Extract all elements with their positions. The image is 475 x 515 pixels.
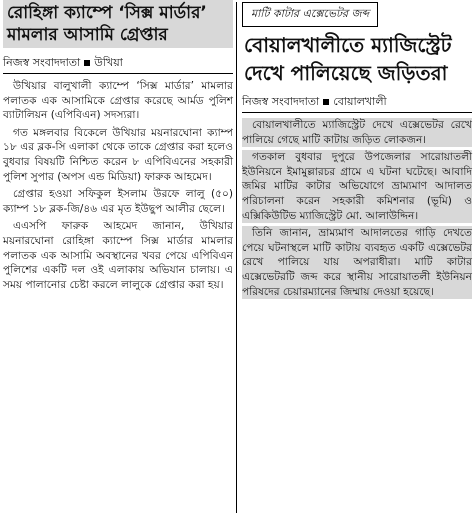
left-paragraph: গ্রেপ্তার হওয়া সফিকুল ইসলাম উরফে লালু (৫০) ক্যাম্প ১৮ ব্লক-জি/৪৬ এর মৃত ইউছুপ আলীর ছেলে। — [3, 188, 233, 215]
right-article — [242, 0, 472, 302]
left-paragraph: উখিয়ার বালুখালী ক্যাম্পে ‘সিক্স মার্ডার’ মামলার পলাতক এক আসামিকে গ্রেপ্তার করেছে আর্মড পুলিশ ব্যাটালিয়ন (এপিবিএন) সদস্যরা। — [3, 80, 233, 122]
left-paragraph: গত মঙ্গলবার বিকেলে উখিয়ার ময়নারঘোনা ক্যাম্প ১৮ এর ব্লক-সি এলাকা থেকে তাকে গ্রেপ্তার করা হলেও বুধবার বিষয়টি নিশ্চিত করেন ৮ এপিবিএনের সহকারী পুলিশ সুপার (অপস এন্ড মিডিয়া) ফারুক আহমেদ। — [3, 126, 233, 183]
square-bullet-icon — [323, 99, 329, 105]
right-byline — [242, 93, 472, 113]
right-kicker: মাটি কাটার এক্সেভেটর জব্দ — [242, 2, 378, 27]
right-headline-line2: দেখে পালিয়েছে জড়িতরা — [244, 61, 448, 85]
right-paragraph: তিনি জানান, ভ্রাম্যমাণ আদালতের গাড়ি দেখতে পেয়ে ঘটনাস্থলে মাটি কাটায় ব্যবহৃত একটি এক্সেভেটর রেখে পালিয়ে যায় অপরাধীরা। মাটি কাটার এক্সেভেটরটি জব্দ করে স্থানীয় সারোয়াতলী ইউনিয়ন পরিষদের চেয়ারম্যানের জিম্মায় দেওয়া হয়েছে। — [242, 227, 472, 298]
left-byline-author: নিজস্ব সংবাদদাতা — [3, 56, 81, 69]
left-paragraph: এএসপি ফারুক আহমেদ জানান, উখিয়ার ময়নারঘোনা রোহিঙ্গা ক্যাম্পে সিক্স মার্ডার মামলার পলাতক এক আসামি অবস্থানের খবর পেয়ে এপিবিএন পুলিশের একটি দল ওই এলাকায় অভিযান চালায়। এ সময় পালানোর চেষ্টা করলে লালুকে গ্রেপ্তার করা হয়। — [3, 220, 233, 291]
right-headline-line1: বোয়ালখালীতে ম্যাজিস্ট্রেট — [244, 33, 452, 57]
left-byline — [3, 54, 233, 74]
left-headline-line1: রোহিঙ্গা ক্যাম্পে ‘সিক্স মার্ডার’ — [7, 3, 207, 23]
right-byline-place: বোয়ালখালী — [333, 95, 387, 108]
left-headline — [3, 0, 233, 48]
square-bullet-icon — [84, 60, 90, 66]
right-paragraph: বোয়ালখালীতে ম্যাজিস্ট্রেট দেখে এক্সেভেটর রেখে পালিয়ে গেছে মাটি কাটায় জড়িত লোকজন। — [242, 119, 472, 146]
right-byline-author: নিজস্ব সংবাদদাতা — [242, 95, 320, 108]
right-paragraph: গতকাল বুধবার দুপুরে উপজেলার সারোয়াতলী ইউনিয়নে ইমামুল্লারচর গ্রামে এ ঘটনা ঘটেছে। আবাদি জমির মাটির কাটার অভিযোগে ভ্রাম্যমাণ আদালত পরিচালনা করেন সহকারী কমিশনার (ভূমি) ও এক্সিকিউটিভ ম্যাজিস্ট্রেট মো. আলাউদ্দিন। — [242, 151, 472, 222]
column-divider — [236, 2, 237, 513]
left-byline-place: উখিয়া — [94, 56, 123, 69]
left-headline-line2: মামলার আসামি গ্রেপ্তার — [7, 25, 168, 45]
left-article — [3, 0, 233, 295]
